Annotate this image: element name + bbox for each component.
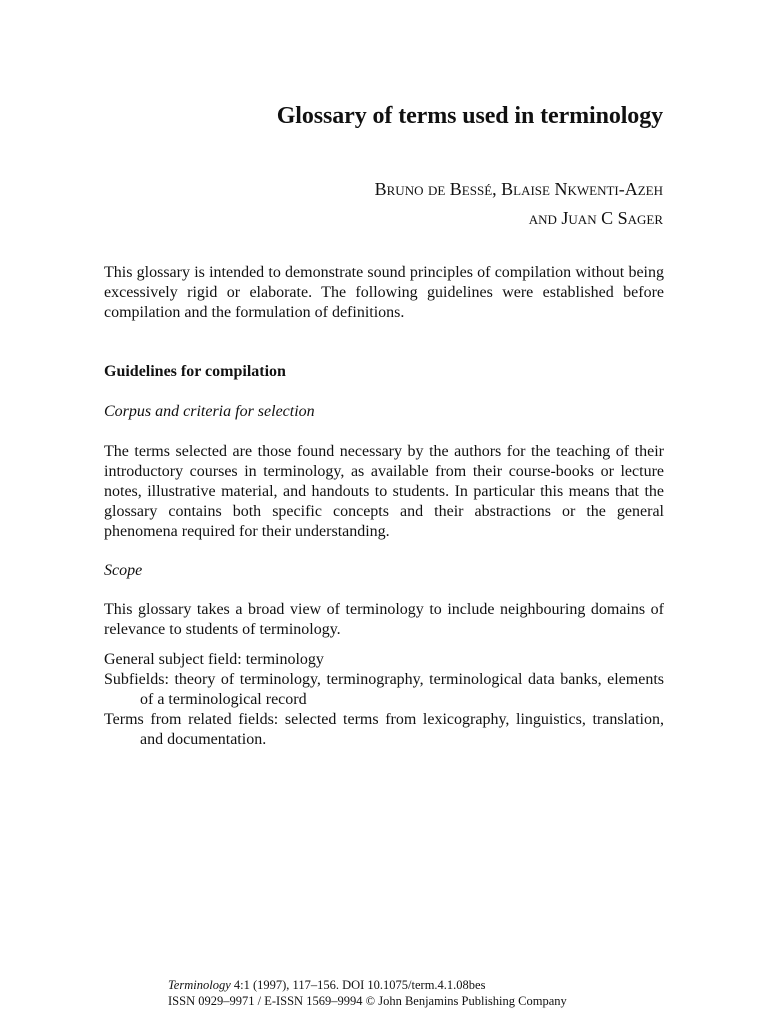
subject-field-list (104, 650, 664, 750)
authors-line-1: Bruno de Bessé, Blaise Nkwenti-Azeh (374, 179, 663, 199)
footer-citation-line (168, 977, 567, 993)
scope-paragraph: This glossary takes a broad view of terminology to include neighbouring domains of relevance to students of terminology. (104, 601, 664, 638)
intro-paragraph: This glossary is intended to demonstrate sound principles of compilation without being excessively rigid or elaborate. The following guidelines were established before compilation and the formulation of definitions. (104, 264, 664, 321)
publication-footer (168, 977, 567, 1009)
corpus-subheading: Corpus and criteria for selection (104, 403, 315, 420)
field-general: General subject field: terminology (104, 651, 324, 668)
scope-subheading: Scope (104, 562, 143, 579)
section-heading: Guidelines for compilation (104, 363, 286, 380)
article-title: Glossary of terms used in terminology (276, 103, 663, 129)
field-subfields: Subfields: theory of terminology, terminography, terminological data banks, elements of a terminological record (104, 671, 664, 708)
corpus-paragraph: The terms selected are those found necessary by the authors for the teaching of their introductory courses in terminology, as available from their course-books or lecture notes, illustrative material, and handouts to students. In particular this means that the glossary contains both specific concepts and their abstractions or the general phenomena required for their understanding. (104, 443, 664, 540)
citation-details: 4:1 (1997), 117–156. DOI 10.1075/term.4.1.08bes (230, 978, 486, 992)
article-authors (375, 175, 663, 233)
field-related: Terms from related fields: selected terms from lexicography, linguistics, translation, and documentation. (104, 711, 664, 748)
authors-line-2: and Juan C Sager (528, 208, 663, 228)
footer-issn-line: ISSN 0929–9971 / E-ISSN 1569–9994 © John Benjamins Publishing Company (168, 994, 567, 1008)
journal-name: Terminology (168, 978, 231, 992)
